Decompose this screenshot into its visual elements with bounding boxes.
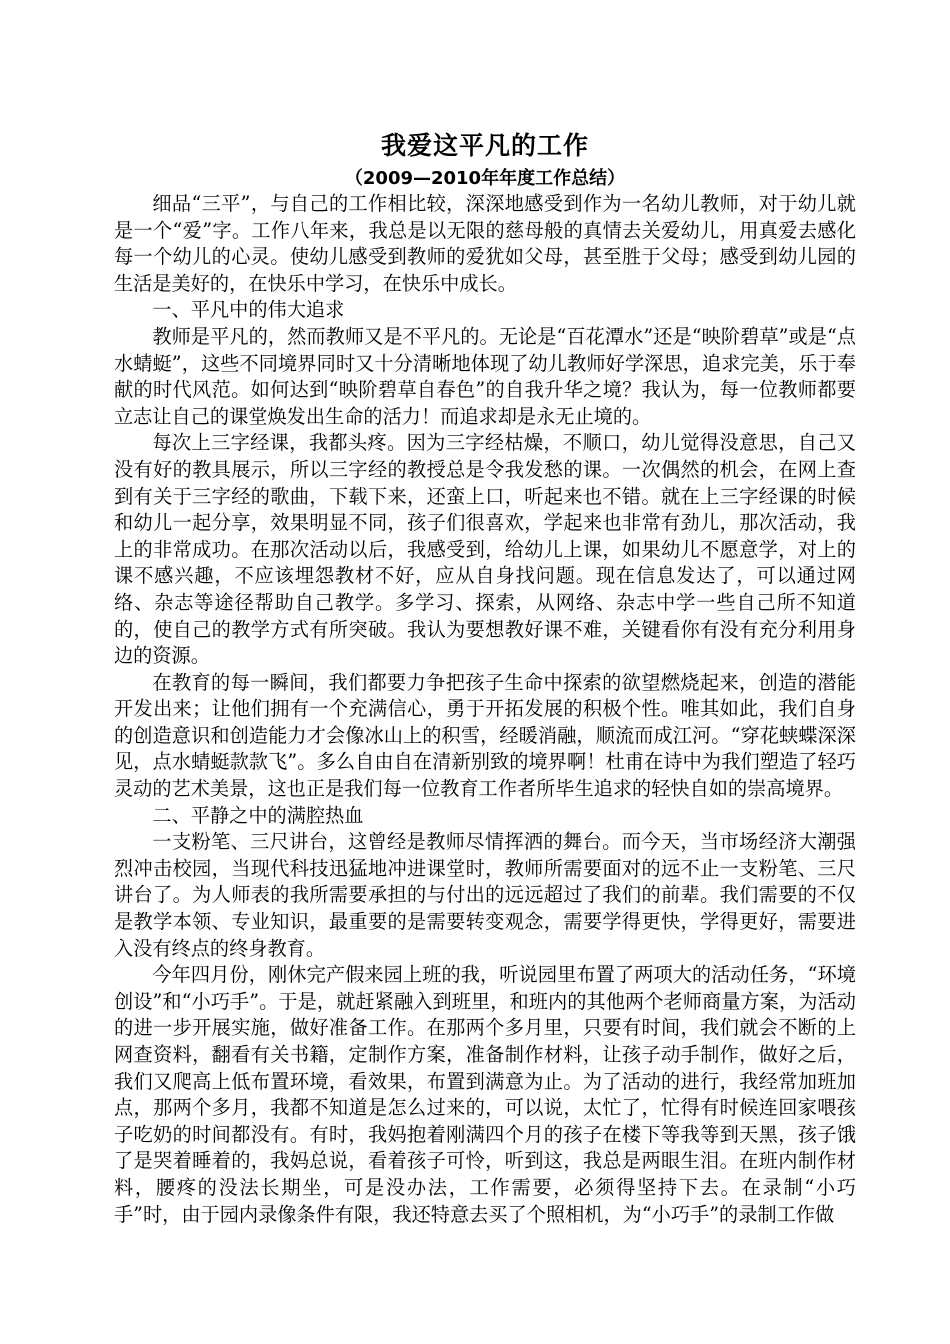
- body-paragraph: 每次上三字经课，我都头疼。因为三字经枯燥，不顺口，幼儿觉得没意思，自己又没有好的教具展示，所以三字经的教授总是令我发愁的课。一次偶然的机会，在网上查到有关于三字经的歌曲，下载下来，还蛮上口，听起来也不错。就在上三字经课的时候和幼儿一起分享，效果明显不同，孩子们很喜欢，学起来也非常有劲儿，那次活动，我上的非常成功。在那次活动以后，我感受到，给幼儿上课，如果幼儿不愿意学，对上的课不感兴趣，不应该埋怨教材不好，应从自身找问题。现在信息发达了，可以通过网络、杂志等途径帮助自己教学。多学习、探索，从网络、杂志中学一些自己所不知道的，使自己的教学方式有所突破。我认为要想教好课不难，关键看你有没有充分利用身边的资源。: [114, 431, 856, 668]
- intro-paragraph: 细品“三平”，与自己的工作相比较，深深地感受到作为一名幼儿教师，对于幼儿就是一个“爱”字。工作八年来，我总是以无限的慈母般的真情去关爱幼儿，用真爱去感化每一个幼儿的心灵。使幼儿感受到教师的爱犹如父母，甚至胜于父母；感受到幼儿园的生活是美好的，在快乐中学习，在快乐中成长。: [114, 192, 856, 295]
- document-subtitle: （2009—2010年年度工作总结）: [344, 168, 626, 189]
- body-paragraph: 教师是平凡的，然而教师又是不平凡的。无论是“百花潭水”还是“映阶碧草”或是“点水蜻蜓”，这些不同境界同时又十分清晰地体现了幼儿教师好学深思，追求完美，乐于奉献的时代风范。如何达到“映阶碧草自春色”的自我升华之境？我认为，每一位教师都要立志让自己的课堂焕发出生命的活力！而追求却是永无止境的。: [114, 324, 856, 428]
- body-paragraph: 在教育的每一瞬间，我们都要力争把孩子生命中探索的欲望燃烧起来，创造的潜能开发出来；让他们拥有一个充满信心，勇于开拓发展的积极个性。唯其如此，我们自身的创造意识和创造能力才会像冰山上的积雪，经暖消融，顺流而成江河。“穿花蛱蝶深深见，点水蜻蜓款款飞”。多么自由自在清新别致的境界啊！杜甫在诗中为我们塑造了轻巧灵动的艺术美景，这也正是我们每一位教育工作者所毕生追求的轻快自如的崇高境界。: [114, 670, 856, 801]
- body-paragraph: 今年四月份，刚休完产假来园上班的我，听说园里布置了两项大的活动任务，“环境创设”和“小巧手”。于是，就赶紧融入到班里，和班内的其他两个老师商量方案，为活动的进一步开展实施，做好准备工作。在那两个多月里，只要有时间，我们就会不断的上网查资料，翻看有关书籍，定制作方案，准备制作材料，让孩子动手制作，做好之后，我们又爬高上低布置环境，看效果，布置到满意为止。为了活动的进行，我经常加班加点，那两个多月，我都不知道是怎么过来的，可以说，太忙了，忙得有时候连回家喂孩子吃奶的时间都没有。有时，我妈抱着刚满四个月的孩子在楼下等我等到天黑，孩子饿了是哭着睡着的，我妈总说，看着孩子可怜，听到这，我总是两眼生泪。在班内制作材料，腰疼的没法长期坐，可是没办法，工作需要，必须得坚持下去。在录制“小巧手”时，由于园内录像条件有限，我还特意去买了个照相机，为“小巧手”的录制工作做: [114, 963, 856, 1226]
- document-title: 我爱这平凡的工作: [380, 131, 589, 160]
- document-body: [114, 191, 856, 1228]
- section-heading-1: 一、平凡中的伟大追求: [152, 298, 345, 322]
- body-paragraph: 一支粉笔、三尺讲台，这曾经是教师尽情挥洒的舞台。而今天，当市场经济大潮强烈冲击校园，当现代科技迅猛地冲进课堂时，教师所需要面对的远不止一支粉笔、三尺讲台了。为人师表的我所需要承担的与付出的远远超过了我们的前辈。我们需要的不仅是教学本领、专业知识，最重要的是需要转变观念，需要学得更快，学得更好，需要进入没有终点的终身教育。: [114, 830, 856, 960]
- document-page: [114, 128, 856, 1228]
- section-heading-2: 二、平静之中的满腔热血: [152, 803, 364, 827]
